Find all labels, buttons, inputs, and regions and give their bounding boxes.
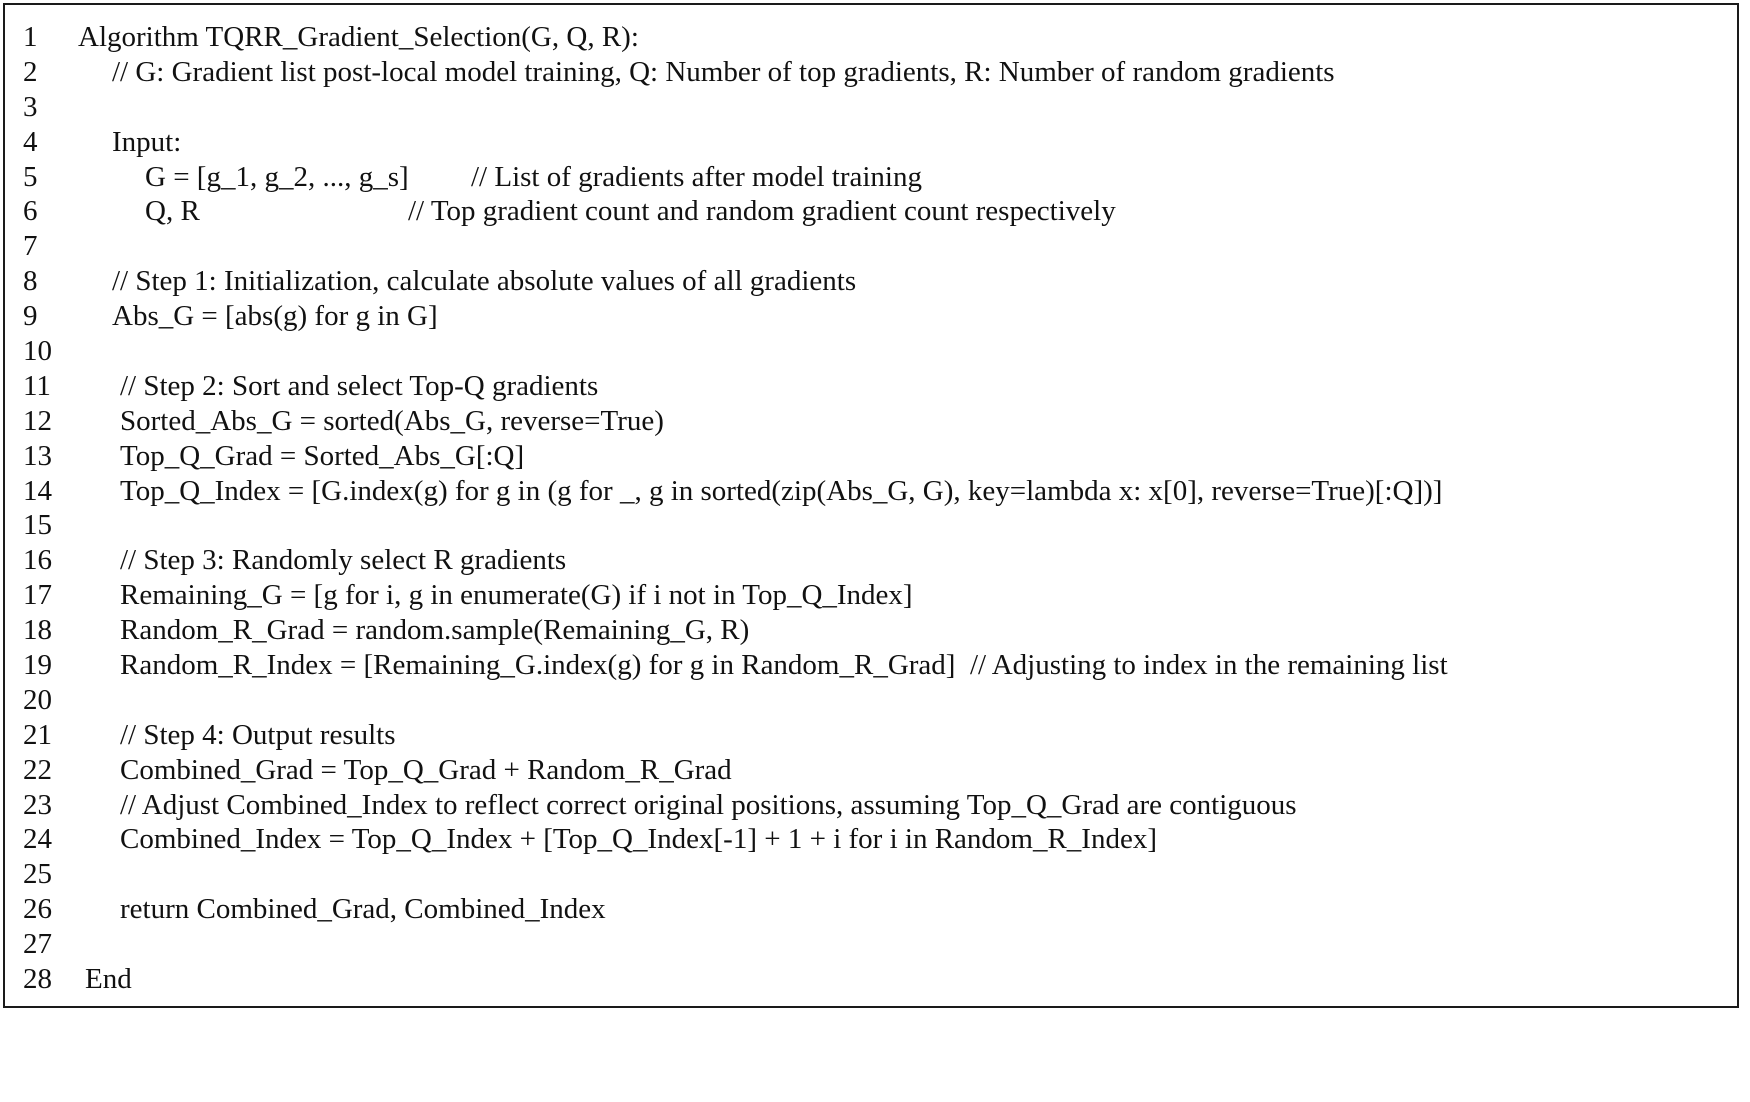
code-comment: // Step 2: Sort and select Top-Q gradients [120,369,599,402]
line-number: 14 [23,474,52,507]
line-number: 3 [23,90,38,123]
code-line-18 [23,613,1743,648]
code-line-27 [23,927,1743,962]
end-statement: End [85,963,132,996]
line-number: 21 [23,718,52,751]
code-comment: // Step 4: Output results [120,718,396,751]
line-number: 23 [23,788,52,821]
line-number: 12 [23,404,52,437]
code-line-22 [23,753,1743,788]
line-number: 13 [23,439,52,472]
line-number: 9 [23,300,38,333]
code-line-12 [23,404,1743,439]
code-line-13 [23,439,1743,474]
code-statement: Input: [112,125,182,158]
return-statement: return Combined_Grad, Combined_Index [120,893,606,926]
code-statement: Combined_Grad = Top_Q_Grad + Random_R_Grad [120,753,732,786]
code-line-17 [23,578,1743,613]
code-line-8 [23,264,1743,299]
code-comment: // Step 3: Randomly select R gradients [120,544,567,577]
line-number: 27 [23,928,52,961]
line-number: 25 [23,858,52,891]
code-line-24 [23,822,1743,857]
code-statement: Top_Q_Grad = Sorted_Abs_G[:Q] [120,439,525,472]
line-number: 7 [23,230,38,263]
inline-comment: // Top gradient count and random gradient count respectively [408,195,1116,228]
line-number: 17 [23,579,52,612]
code-line-7 [23,229,1743,264]
code-line-3 [23,90,1743,125]
line-number: 26 [23,893,52,926]
code-statement: Abs_G = [abs(g) for g in G] [112,300,438,333]
algorithm-signature: Algorithm TQRR_Gradient_Selection(G, Q, R): [78,21,639,53]
code-line-28 [23,962,1743,997]
line-number: 19 [23,649,52,682]
line-number: 4 [23,125,38,158]
algorithm-box [3,3,1739,1008]
code-line-2 [23,55,1743,90]
code-comment: // Step 1: Initialization, calculate absolute values of all gradients [112,265,857,298]
line-number: 1 [23,21,38,53]
code-line-11 [23,369,1743,404]
code-line-9 [23,299,1743,334]
code-comment: // G: Gradient list post-local model training, Q: Number of top gradients, R: Number of random gradients [112,55,1335,88]
code-line-19 [23,648,1743,683]
code-line-15 [23,508,1743,543]
code-line-1 [23,20,1743,55]
code-statement: Top_Q_Index = [G.index(g) for g in (g for _, g in sorted(zip(Abs_G, G), key=lambda x: x[0], reverse=True)[:Q])] [120,474,1443,507]
code-line-16 [23,543,1743,578]
line-number: 5 [23,160,38,193]
line-number: 20 [23,683,52,716]
code-statement: Q, R [145,195,200,228]
line-number: 24 [23,823,52,856]
code-line-10 [23,334,1743,369]
line-number: 6 [23,195,38,228]
code-statement: Sorted_Abs_G = sorted(Abs_G, reverse=True) [120,404,664,437]
inline-comment: // List of gradients after model training [471,160,922,193]
line-number: 15 [23,509,52,542]
line-number: 2 [23,55,38,88]
code-comment: // Adjust Combined_Index to reflect correct original positions, assuming Top_Q_Grad are contiguous [120,788,1297,821]
code-line-26 [23,892,1743,927]
algorithm-listing [23,20,1743,997]
code-statement: G = [g_1, g_2, ..., g_s] [145,160,409,193]
code-line-23 [23,788,1743,823]
code-statement: Random_R_Grad = random.sample(Remaining_G, R) [120,614,750,647]
code-line-6 [23,194,1743,229]
code-line-14 [23,474,1743,509]
line-number: 8 [23,265,38,298]
line-number: 11 [23,369,51,402]
code-line-5 [23,160,1743,195]
code-statement: Random_R_Index = [Remaining_G.index(g) for g in Random_R_Grad] // Adjusting to index in the remaining list [120,649,1448,682]
code-line-21 [23,718,1743,753]
code-statement: Combined_Index = Top_Q_Index + [Top_Q_Index[-1] + 1 + i for i in Random_R_Index] [120,823,1157,856]
line-number: 22 [23,753,52,786]
line-number: 18 [23,614,52,647]
line-number: 10 [23,335,52,368]
code-statement: Remaining_G = [g for i, g in enumerate(G) if i not in Top_Q_Index] [120,579,913,612]
line-number: 28 [23,963,52,996]
code-line-20 [23,683,1743,718]
code-line-25 [23,857,1743,892]
code-line-4 [23,125,1743,160]
line-number: 16 [23,544,52,577]
